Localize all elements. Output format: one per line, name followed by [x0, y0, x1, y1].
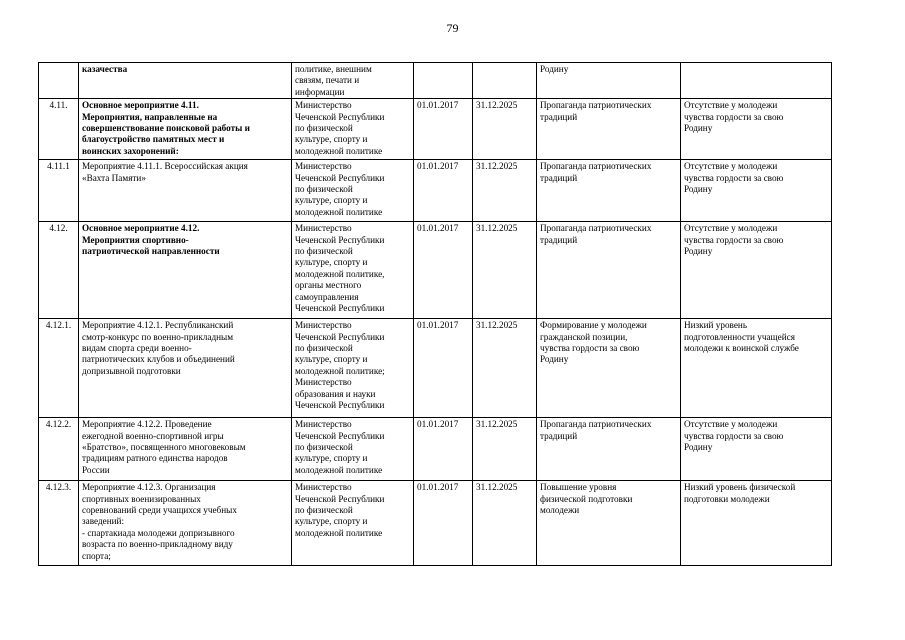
expected-result-cell: Родину [537, 63, 681, 99]
executor-cell: Министерство Чеченской Республики по физической культуре, спорту и молодежной политике [292, 418, 414, 481]
start-date-cell: 01.01.2017 [414, 160, 473, 222]
consequence-cell: Отсутствие у молодежи чувства гордости за свою Родину [681, 99, 832, 160]
executor-cell: политике, внешним связям, печати и информации [292, 63, 414, 99]
row-number-cell: 4.11. [39, 99, 79, 160]
expected-result-cell: Формирование у молодежи гражданской позиции, чувства гордости за свою Родину [537, 319, 681, 418]
event-name-cell: Мероприятие 4.12.2. Проведение ежегодной военно-спортивной игры «Братство», посвященного многовековым традициям ратного единства народов России [79, 418, 292, 481]
start-date-cell: 01.01.2017 [414, 418, 473, 481]
row-number-cell: 4.12.2. [39, 418, 79, 481]
expected-result-cell: Пропаганда патриотических традиций [537, 160, 681, 222]
row-number-cell: 4.12.1. [39, 319, 79, 418]
consequence-cell: Отсутствие у молодежи чувства гордости за свою Родину [681, 160, 832, 222]
end-date-cell [473, 63, 537, 99]
executor-cell: Министерство Чеченской Республики по физической культуре, спорту и молодежной политике [292, 160, 414, 222]
end-date-cell: 31.12.2025 [473, 319, 537, 418]
executor-cell: Министерство Чеченской Республики по физической культуре, спорту и молодежной политике [292, 481, 414, 566]
table-row [39, 160, 832, 222]
row-number-cell: 4.12. [39, 222, 79, 319]
end-date-cell: 31.12.2025 [473, 222, 537, 319]
expected-result-cell: Повышение уровня физической подготовки молодежи [537, 481, 681, 566]
start-date-cell: 01.01.2017 [414, 222, 473, 319]
page-number: 79 [446, 21, 459, 35]
event-name-cell: Мероприятие 4.11.1. Всероссийская акция «Вахта Памяти» [79, 160, 292, 222]
event-name-cell: Основное мероприятие 4.12. Мероприятия спортивно- патриотической направленности [79, 222, 292, 319]
expected-result-cell: Пропаганда патриотических традиций [537, 222, 681, 319]
table-row [39, 99, 832, 160]
expected-result-cell: Пропаганда патриотических традиций [537, 418, 681, 481]
table-body [39, 63, 832, 566]
event-name-cell: Мероприятие 4.12.3. Организация спортивных военизированных соревнований среди учащихся учебных заведений: - спартакиада молодежи допризывного возраста по военно-прикладному виду спорта; [79, 481, 292, 566]
program-events-table [38, 62, 832, 566]
start-date-cell [414, 63, 473, 99]
expected-result-cell: Пропаганда патриотических традиций [537, 99, 681, 160]
consequence-cell [681, 63, 832, 99]
table-row [39, 418, 832, 481]
end-date-cell: 31.12.2025 [473, 418, 537, 481]
end-date-cell: 31.12.2025 [473, 481, 537, 566]
consequence-cell: Низкий уровень подготовленности учащейся молодежи к воинской службе [681, 319, 832, 418]
row-number-cell: 4.11.1 [39, 160, 79, 222]
executor-cell: Министерство Чеченской Республики по физической культуре, спорту и молодежной политике; Министерство образования и науки Чеченской Республики [292, 319, 414, 418]
row-number-cell [39, 63, 79, 99]
table-row [39, 481, 832, 566]
event-name-cell: Мероприятие 4.12.1. Республиканский смотр-конкурс по военно-прикладным видам спорта среди военно- патриотических клубов и объединений допризывной подготовки [79, 319, 292, 418]
start-date-cell: 01.01.2017 [414, 99, 473, 160]
event-name-cell: Основное мероприятие 4.11. Мероприятия, направленные на совершенствование поисковой работы и благоустройство памятных мест и воинских захоронений: [79, 99, 292, 160]
end-date-cell: 31.12.2025 [473, 160, 537, 222]
executor-cell: Министерство Чеченской Республики по физической культуре, спорту и молодежной политике, органы местного самоуправления Чеченской Республики [292, 222, 414, 319]
table-row [39, 63, 832, 99]
end-date-cell: 31.12.2025 [473, 99, 537, 160]
table-row [39, 222, 832, 319]
table-row [39, 319, 832, 418]
consequence-cell: Отсутствие у молодежи чувства гордости за свою Родину [681, 418, 832, 481]
row-number-cell: 4.12.3. [39, 481, 79, 566]
consequence-cell: Отсутствие у молодежи чувства гордости за свою Родину [681, 222, 832, 319]
executor-cell: Министерство Чеченской Республики по физической культуре, спорту и молодежной политике [292, 99, 414, 160]
start-date-cell: 01.01.2017 [414, 319, 473, 418]
start-date-cell: 01.01.2017 [414, 481, 473, 566]
event-name-cell: казачества [79, 63, 292, 99]
consequence-cell: Низкий уровень физической подготовки молодежи [681, 481, 832, 566]
